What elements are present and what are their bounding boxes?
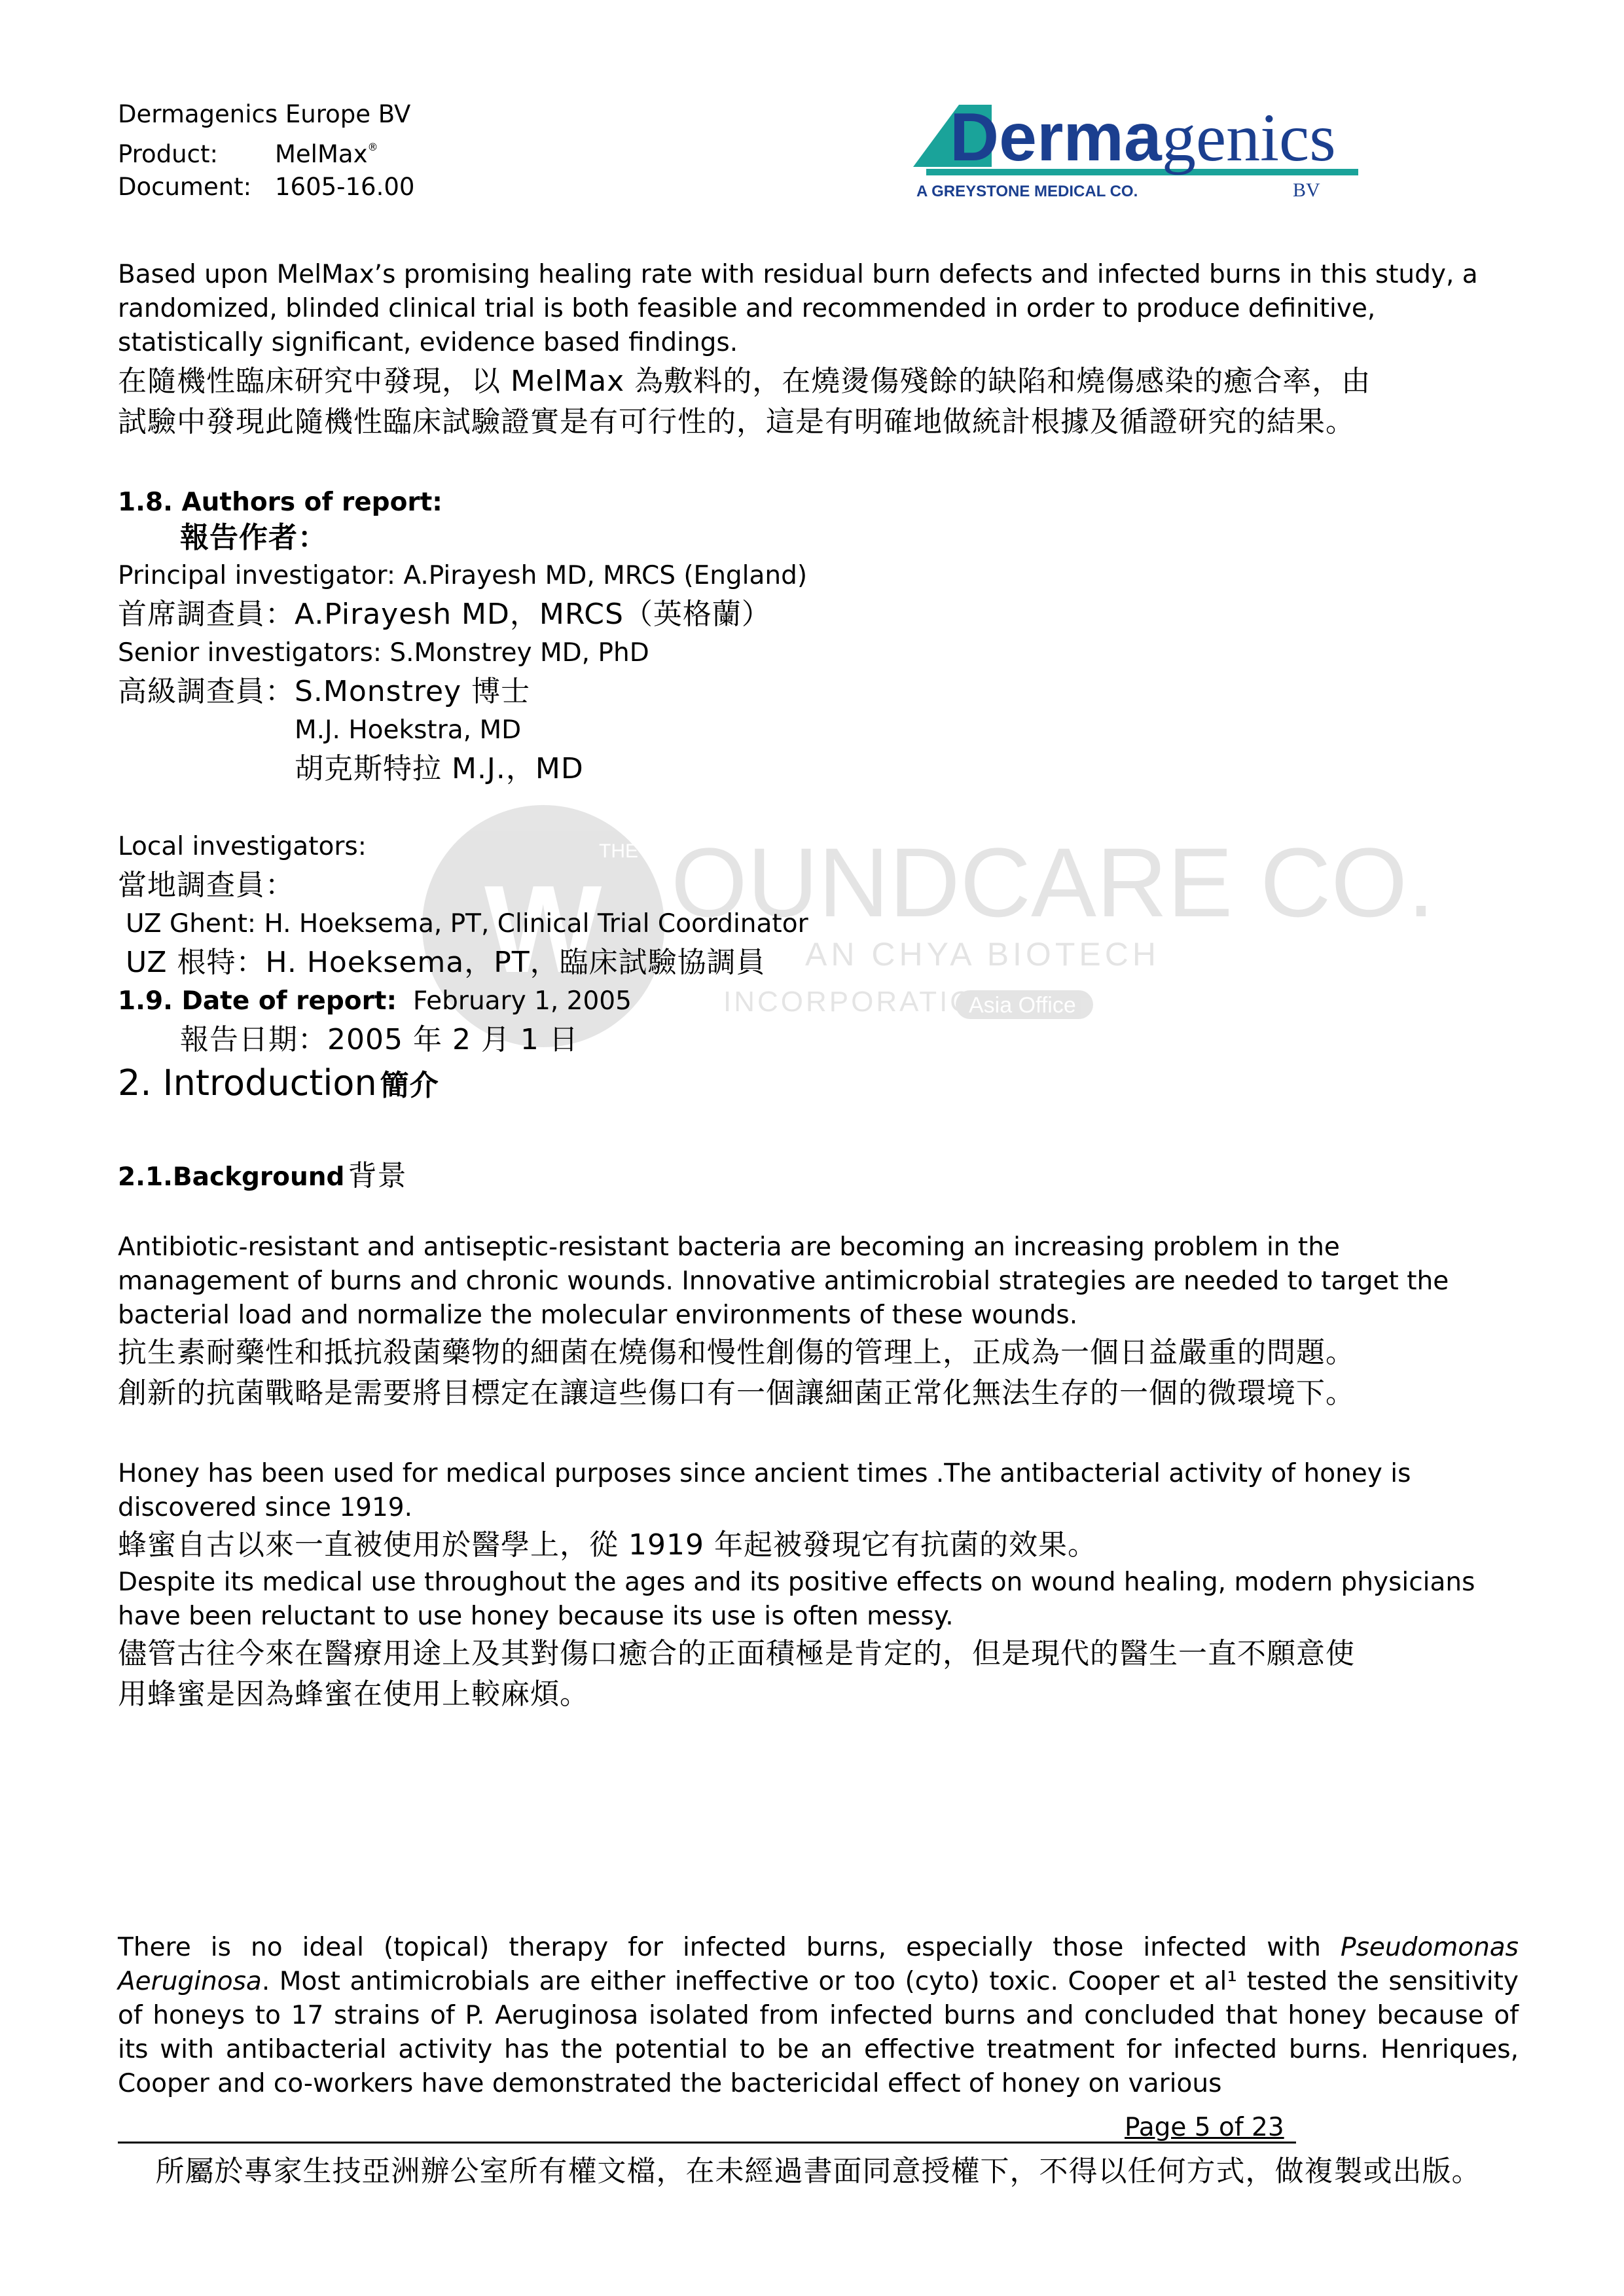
senior-investigators: Senior investigators: S.Monstrey MD, PhD (118, 638, 649, 668)
document-header (118, 98, 414, 204)
svg-text:OUNDCARE CO.: OUNDCARE CO. (671, 827, 1435, 937)
section-title: 2. Introduction (118, 1062, 377, 1103)
authors-heading-zh: 報告作者： (180, 521, 327, 554)
therapy-paragraph: There is no ideal (topical) therapy for infected burns, especially those infected with Pseudomonas Aeruginosa. Most antimicrobials are either ineffective or too (cyto) toxic. Cooper et al¹ tested the sensitivity of honeys to 17 strains of P. Aeruginosa isolated from infected burns and concluded that honey because of its with antibacterial activity has the potential to be an effective treatment for infected burns. Henriques, Cooper and co-workers have demonstrated the bactericidal effect of honey on various (118, 1933, 1519, 2098)
background-text-3-zh-1: 儘管古往今來在醫療用途上及其對傷口癒合的正面積極是肯定的，但是現代的醫生一直不願意使 (118, 1637, 1355, 1670)
background-text-2-zh: 蜂蜜自古以來一直被使用於醫學上，從 1919 年起被發現它有抗菌的效果。 (118, 1528, 1097, 1562)
product-line (118, 131, 414, 171)
logo-brand-light: genics (1162, 100, 1336, 175)
senior-investigator-2-zh: 胡克斯特拉 M.J.，MD (295, 752, 584, 785)
local-investigators-zh: 當地調查員： (118, 869, 295, 902)
svg-text:AN CHYA BIOTECH: AN CHYA BIOTECH (805, 936, 1160, 973)
logo-brand-dark: Derma (950, 99, 1162, 175)
local-investigators: Local investigators: (118, 832, 367, 861)
document-line (118, 171, 414, 204)
section-heading (118, 1060, 1519, 1106)
report-date-zh: 報告日期：2005 年 2 月 1 日 (180, 1023, 579, 1056)
svg-text:INCORPORATION: INCORPORATION (723, 986, 999, 1018)
subsection-title: 2.1.Background (118, 1162, 345, 1192)
background-text-1-zh-1: 抗生素耐藥性和抵抗殺菌藥物的細菌在燒傷和慢性創傷的管理上，正成為一個日益嚴重的問題。 (118, 1336, 1355, 1369)
page-number: Page 5 of 23 (1125, 2113, 1284, 2142)
background-text-2: Honey has been used for medical purposes since ancient times .The antibacterial activity of honey is discovered since 1919. (118, 1459, 1411, 1522)
document-label: Document: (118, 173, 252, 201)
subsection-title-zh: 背景 (348, 1159, 407, 1193)
product-label: Product: (118, 140, 218, 168)
conclusion-text-zh-1: 在隨機性臨床研究中發現，以 MelMax 為敷料的，在燒燙傷殘餘的缺陷和燒傷感染的癒合率，由 (118, 365, 1371, 398)
background-text-1: Antibiotic-resistant and antiseptic-resistant bacteria are becoming an increasing problem in the management of burns and chronic wounds. Innovative antimicrobial strategies are needed to target the bacterial load and normalize the molecular environments of these wounds. (118, 1232, 1449, 1330)
subsection-heading (118, 1156, 1519, 1196)
local-investigator-1: UZ Ghent: H. Hoeksema, PT, Clinical Trial Coordinator (126, 909, 808, 939)
footer-rule (118, 2142, 1296, 2144)
senior-investigators-zh: 高級調查員：S.Monstrey 博士 (118, 675, 531, 708)
background-text-1-zh-2: 創新的抗菌戰略是需要將目標定在讓這些傷口有一個讓細菌正常化無法生存的一個的微環境下。 (118, 1376, 1355, 1410)
document-value: 1605-16.00 (275, 173, 415, 201)
species-name: Pseudomonas Aeruginosa (118, 1933, 1519, 1996)
section-title-zh: 簡介 (380, 1069, 439, 1102)
principal-investigator: Principal investigator: A.Pirayesh MD, MRCS (England) (118, 561, 808, 590)
background-text-3-zh-2: 用蜂蜜是因為蜂蜜在使用上較麻煩。 (118, 1677, 589, 1711)
senior-investigator-2: M.J. Hoekstra, MD (295, 715, 522, 745)
copyright-notice: 所屬於專家生技亞洲辦公室所有權文檔，在未經過書面同意授權下，不得以任何方式，做複製或出版。 (155, 2155, 1481, 2188)
svg-text:Asia Office: Asia Office (969, 993, 1076, 1018)
svg-text:THE: THE (599, 840, 638, 862)
svg-text:W: W (484, 860, 602, 999)
background-text-3: Despite its medical use throughout the ages and its positive effects on wound healing, modern physicians have been reluctant to use honey because its use is often messy. (118, 1568, 1475, 1631)
conclusion-paragraph (118, 258, 1519, 442)
report-date-label: 1.9. Date of report: (118, 986, 397, 1016)
principal-investigator-zh: 首席調查員：A.Pirayesh MD，MRCS（英格蘭） (118, 598, 771, 631)
logo-tagline: A GREYSTONE MEDICAL CO. (916, 183, 1138, 200)
background-paragraph-1 (118, 1230, 1519, 1414)
background-paragraph-2 (118, 1457, 1519, 1715)
authors-heading: 1.8. Authors of report: (118, 488, 442, 517)
conclusion-text-zh-2: 試驗中發現此隨機性臨床試驗證實是有可行性的，這是有明確地做統計根據及循證研究的結果。 (118, 405, 1355, 439)
registered-mark: ® (367, 141, 378, 153)
report-date-value: February 1, 2005 (412, 986, 632, 1016)
conclusion-text-en: Based upon MelMax’s promising healing rate with residual burn defects and infected burns in this study, a randomized, blinded clinical trial is both feasible and recommended in order to produce definitive, statistically significant, evidence based findings. (118, 260, 1478, 357)
product-value: MelMax (275, 140, 368, 168)
logo-suffix: BV (1293, 179, 1320, 201)
dermagenics-logo (913, 98, 1358, 206)
company-name: Dermagenics Europe BV (118, 100, 411, 128)
report-date (118, 982, 1519, 1059)
local-investigator-1-zh: UZ 根特：H. Hoeksema，PT，臨床試驗協調員 (126, 946, 766, 979)
authors-section (118, 486, 1519, 982)
